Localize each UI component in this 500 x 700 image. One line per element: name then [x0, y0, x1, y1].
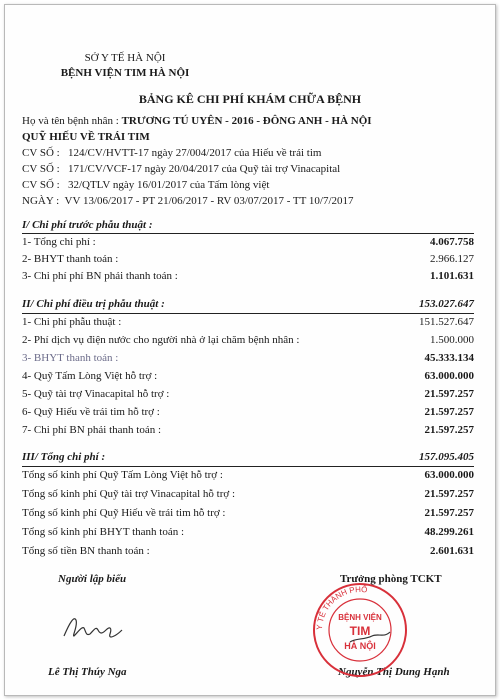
table-row: 6- Quỹ Hiếu về trái tim hỗ trợ : 21.597.257	[22, 406, 474, 418]
document-title: BẢNG KÊ CHI PHÍ KHÁM CHỮA BỆNH	[138, 92, 362, 106]
letterhead	[30, 52, 220, 79]
hospital-name: BỆNH VIỆN TIM HÀ NỘI	[60, 67, 190, 79]
table-row: 2- BHYT thanh toán : 2.966.127	[22, 253, 474, 265]
table-row: 3- BHYT thanh toán : 45.333.134	[22, 352, 474, 364]
department-name: SỞ Y TẾ HÀ NỘI	[84, 52, 166, 64]
patient-label: Họ và tên bệnh nhân :	[22, 115, 119, 127]
stamp-text-1: BỆNH VIỆN	[338, 613, 382, 622]
table-row: 3- Chi phí phí BN phải thanh toán : 1.101.631	[22, 270, 474, 282]
table-row: 1- Chi phí phẫu thuật : 151.527.647	[22, 316, 474, 328]
table-row: 2- Phí dịch vụ điện nước cho người nhà ở lại chăm bệnh nhân : 1.500.000	[22, 334, 474, 346]
section-3-total: 157.095.405	[419, 451, 474, 463]
section-2-header: II/ Chi phí điều trị phẫu thuật : 153.027.647	[22, 298, 474, 310]
fund-name: QUỸ HIẾU VỀ TRÁI TIM	[22, 131, 150, 143]
cv-line-1: CV SỐ : 124/CV/HVTT-17 ngày 27/004/2017 của Hiếu về trái tim	[22, 147, 322, 159]
table-row: Tổng số tiền BN thanh toán : 2.601.631	[22, 545, 474, 557]
patient-line	[22, 115, 372, 127]
document-page	[4, 4, 496, 696]
table-row: Tổng số kinh phí Quỹ Tấm Lòng Việt hỗ trợ : 63.000.000	[22, 469, 474, 481]
section-3-header: III/ Tổng chi phí : 157.095.405	[22, 451, 474, 463]
preparer-signature-mark	[60, 612, 130, 642]
section-1-title: I/ Chi phí trước phẫu thuật :	[22, 219, 153, 231]
cv-line-2: CV SỐ : 171/CV/VCF-17 ngày 20/04/2017 của Quỹ tài trợ Vinacapital	[22, 163, 341, 175]
approver-title: Trưởng phòng TCKT	[340, 573, 442, 585]
approver-name: Nguyễn Thị Dung Hạnh	[338, 666, 450, 678]
hospital-stamp	[310, 580, 410, 680]
section-2-rule	[22, 313, 474, 314]
table-row: 1- Tổng chi phí : 4.067.758	[22, 236, 474, 248]
preparer-name: Lê Thị Thúy Nga	[48, 666, 127, 678]
stamp-text-2: TIM	[349, 624, 371, 638]
cv-line-3: CV SỐ : 32/QTLV ngày 16/01/2017 của Tấm lòng việt	[22, 179, 270, 191]
section-3-rule	[22, 466, 474, 467]
stamp-text-3: HÀ NỘI	[344, 641, 376, 651]
dates-line: NGÀY : VV 13/06/2017 - PT 21/06/2017 - RV 03/07/2017 - TT 10/7/2017	[22, 195, 354, 207]
table-row: 5- Quỹ tài trợ Vinacapital hỗ trợ : 21.597.257	[22, 388, 474, 400]
table-row: 7- Chi phí BN phải thanh toán : 21.597.257	[22, 424, 474, 436]
table-row: Tổng số kinh phí Quỹ tài trợ Vinacapital hỗ trợ : 21.597.257	[22, 488, 474, 500]
section-1-rule	[22, 233, 474, 234]
section-2-total: 153.027.647	[419, 298, 474, 310]
table-row: Tổng số kinh phí BHYT thanh toán : 48.299.261	[22, 526, 474, 538]
table-row: 4- Quỹ Tấm Lòng Việt hỗ trợ : 63.000.000	[22, 370, 474, 382]
preparer-title: Người lập biểu	[58, 573, 127, 585]
patient-name: TRƯƠNG TÚ UYÊN - 2016 - ĐÔNG ANH - HÀ NỘI	[121, 115, 372, 127]
table-row: Tổng số kinh phí Quỹ Hiếu về trái tim hỗ trợ : 21.597.257	[22, 507, 474, 519]
stamp-ring-text: Y TẾ THÀNH PHỐ	[314, 584, 368, 631]
